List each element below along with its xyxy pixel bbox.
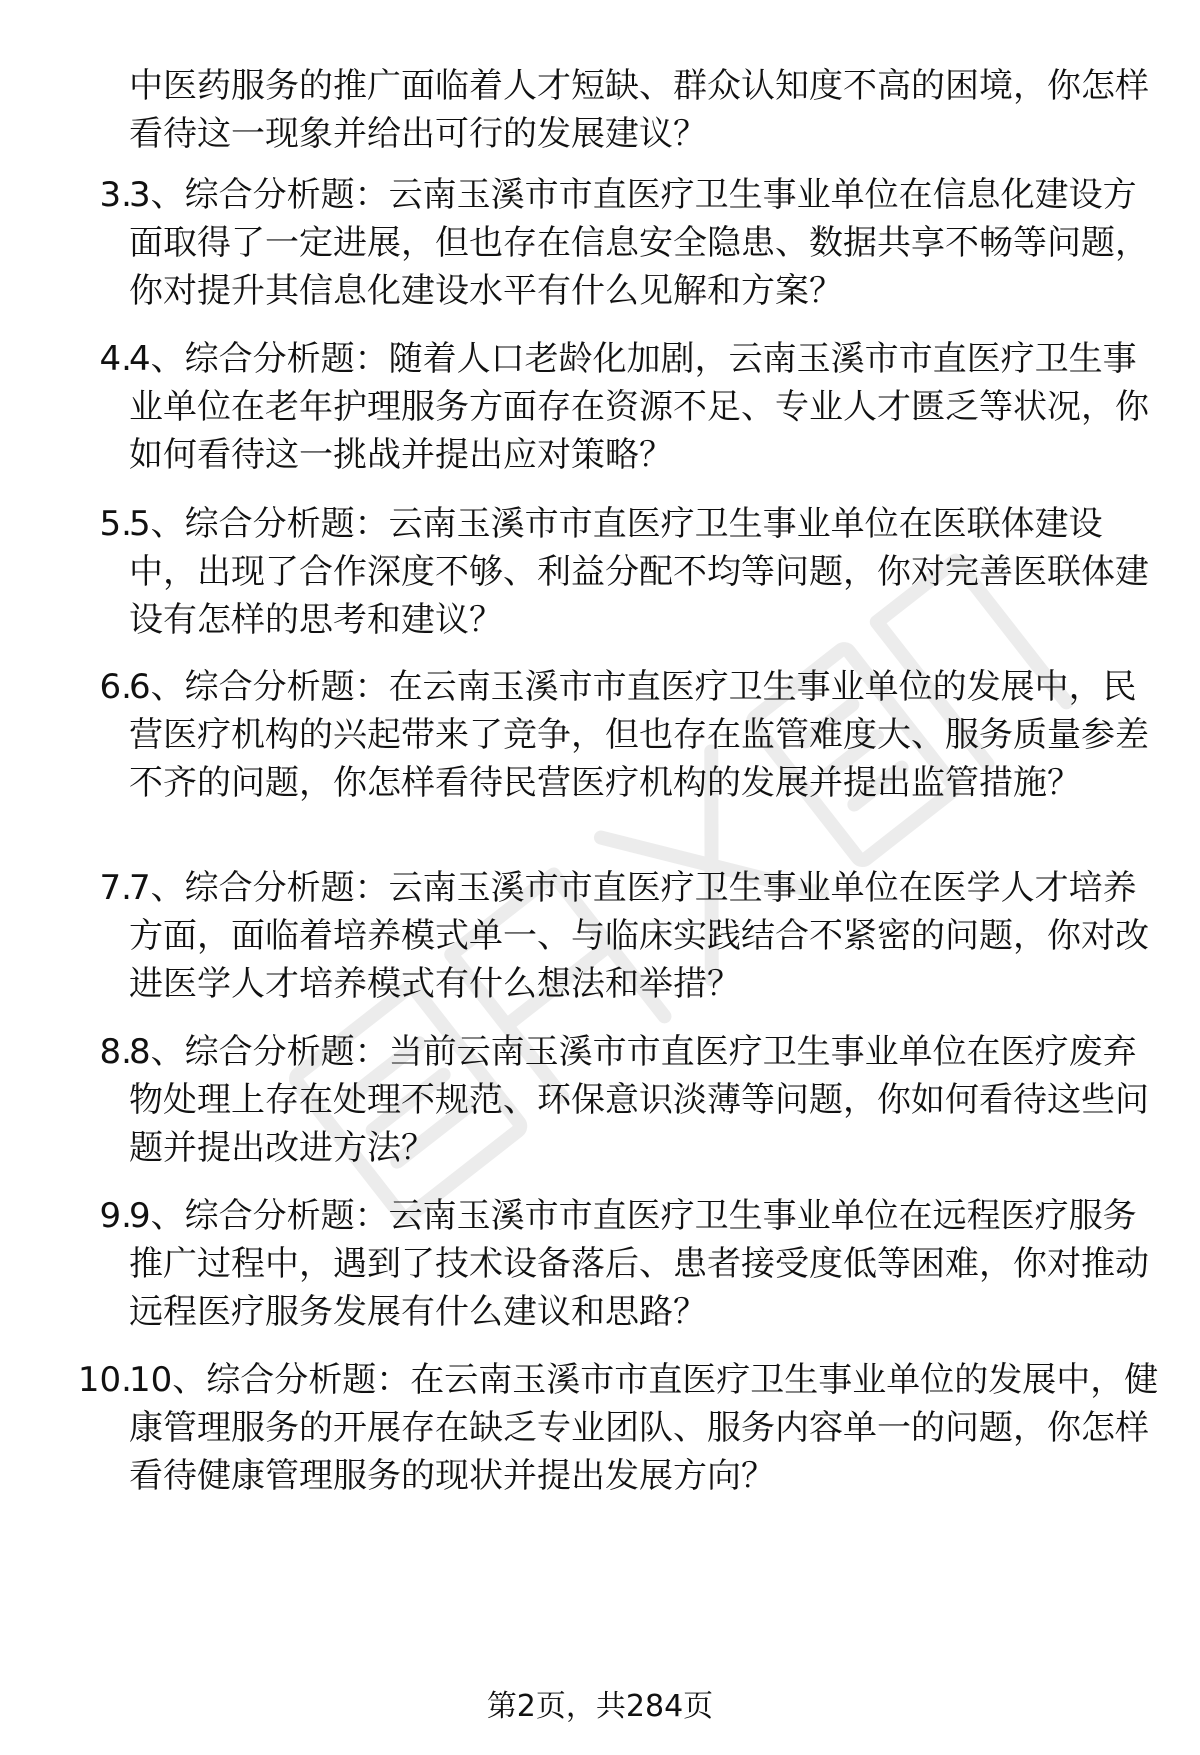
question-text: 7、综合分析题：云南玉溪市市直医疗卫生事业单位在医学人才培养方面，面临着培养模式单一、与临床实践结合不紧密的问题，你对改进医学人才培养模式有什么想法和举措？	[129, 868, 1149, 1004]
question-number: 9.	[99, 1196, 132, 1236]
question-text: 5、综合分析题：云南玉溪市市直医疗卫生事业单位在医联体建设中，出现了合作深度不够、利益分配不均等问题，你对完善医联体建设有怎样的思考和建议？	[129, 504, 1149, 640]
question-number: 4.	[99, 339, 132, 379]
question-number: 3.	[99, 175, 132, 215]
question-number: 6.	[99, 667, 132, 707]
question-number: 5.	[99, 504, 132, 544]
question-text: 3、综合分析题：云南玉溪市市直医疗卫生事业单位在信息化建设方面取得了一定进展，但也存在信息安全隐患、数据共享不畅等问题，你对提升其信息化建设水平有什么见解和方案？	[129, 175, 1149, 311]
question-text: 4、综合分析题：随着人口老龄化加剧，云南玉溪市市直医疗卫生事业单位在老年护理服务方面存在资源不足、专业人才匮乏等状况，你如何看待这一挑战并提出应对策略？	[129, 339, 1149, 475]
question-text: 9、综合分析题：云南玉溪市市直医疗卫生事业单位在远程医疗服务推广过程中，遇到了技术设备落后、患者接受度低等困难，你对推动远程医疗服务发展有什么建议和思路？	[129, 1196, 1149, 1332]
question-text: 8、综合分析题：当前云南玉溪市市直医疗卫生事业单位在医疗废弃物处理上存在处理不规范、环保意识淡薄等问题，你如何看待这些问题并提出改进方法？	[129, 1032, 1149, 1168]
question-number: 8.	[99, 1032, 132, 1072]
question-number: 7.	[99, 868, 132, 908]
question-text: 6、综合分析题：在云南玉溪市市直医疗卫生事业单位的发展中，民营医疗机构的兴起带来了竞争，但也存在监管难度大、服务质量参差不齐的问题，你怎样看待民营医疗机构的发展并提出监管措施？	[129, 667, 1149, 803]
intro-question-continuation: 中医药服务的推广面临着人才短缺、群众认知度不高的困境，你怎样看待这一现象并给出可行的发展建议？	[129, 66, 1149, 154]
question-number: 10.	[77, 1360, 132, 1400]
question-text: 10、综合分析题：在云南玉溪市市直医疗卫生事业单位的发展中，健康管理服务的开展存在缺乏专业团队、服务内容单一的问题，你怎样看待健康管理服务的现状并提出发展方向？	[129, 1360, 1159, 1496]
page-footer: 第2页，共284页	[486, 1689, 714, 1724]
